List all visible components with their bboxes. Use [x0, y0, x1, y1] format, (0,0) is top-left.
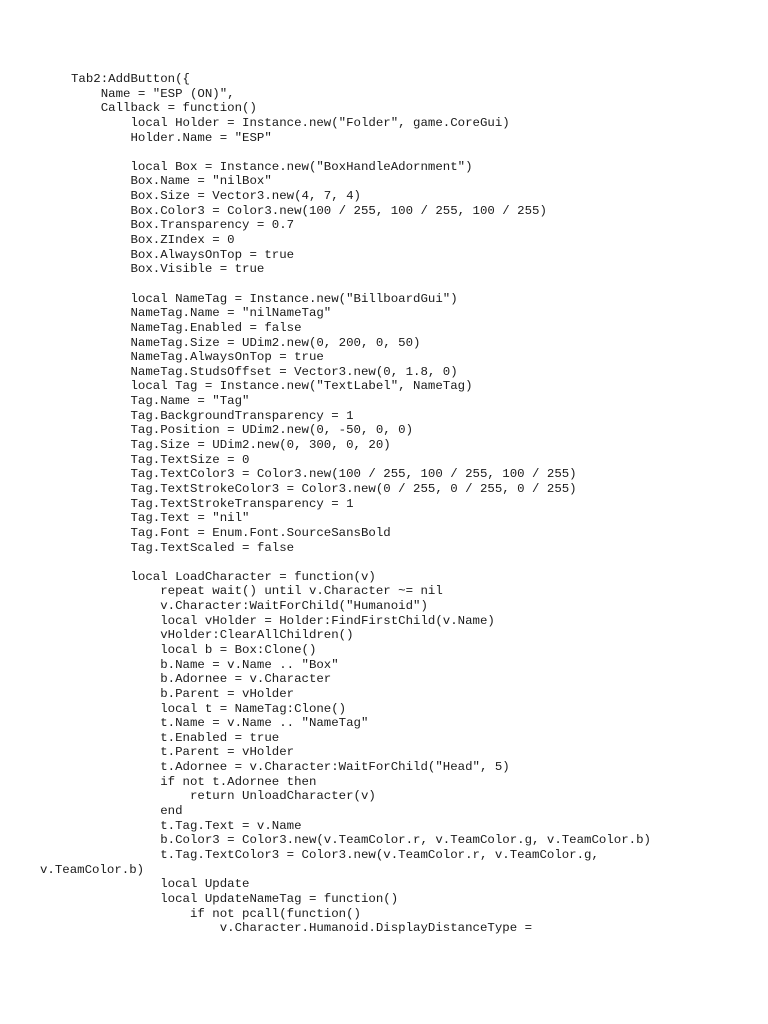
code-line: b.Parent = vHolder: [71, 686, 295, 701]
code-line: vHolder:ClearAllChildren(): [71, 628, 354, 643]
code-line: end: [71, 804, 183, 819]
code-line: local vHolder = Holder:FindFirstChild(v.Name): [71, 613, 495, 628]
code-line: return UnloadCharacter(v): [71, 789, 376, 804]
code-line: Tab2:AddButton({: [71, 72, 190, 86]
code-line: if not pcall(function(): [71, 906, 361, 921]
code-line: local NameTag = Instance.new("BillboardGui"): [71, 291, 458, 306]
code-line: Box.Visible = true: [71, 262, 265, 277]
code-line: Tag.Font = Enum.Font.SourceSansBold: [71, 525, 391, 540]
code-line: b.Color3 = Color3.new(v.TeamColor.r, v.TeamColor.g, v.TeamColor.b): [71, 833, 651, 848]
code-line: local b = Box:Clone(): [71, 642, 317, 657]
code-line: local Box = Instance.new("BoxHandleAdornment"): [71, 159, 473, 174]
code-line: local Update: [71, 877, 250, 892]
code-line: [71, 145, 761, 160]
code-line: b.Name = v.Name .. "Box": [71, 657, 339, 672]
code-line: Tag.TextStrokeTransparency = 1: [71, 496, 354, 511]
code-line: [71, 555, 761, 570]
code-line: NameTag.StudsOffset = Vector3.new(0, 1.8, 0): [71, 364, 458, 379]
code-line: local LoadCharacter = function(v): [71, 569, 376, 584]
code-line: Box.Name = "nilBox": [71, 174, 272, 189]
code-line: local Holder = Instance.new("Folder", game.CoreGui): [71, 115, 510, 130]
code-line: t.Tag.TextColor3 = Color3.new(v.TeamColor.r, v.TeamColor.g,: [71, 847, 599, 862]
code-line: Tag.Position = UDim2.new(0, -50, 0, 0): [71, 423, 414, 438]
code-line: Callback = function(): [71, 101, 257, 116]
code-line: NameTag.AlwaysOnTop = true: [71, 350, 324, 365]
code-line: b.Adornee = v.Character: [71, 672, 332, 687]
code-line: Tag.Text = "nil": [71, 511, 250, 526]
code-line: Name = "ESP (ON)",: [71, 86, 235, 101]
code-line: t.Enabled = true: [71, 730, 280, 745]
code-line: t.Name = v.Name .. "NameTag": [71, 716, 369, 731]
code-line: local UpdateNameTag = function(): [71, 891, 399, 906]
code-line: [71, 277, 761, 292]
code-line: local Tag = Instance.new("TextLabel", NameTag): [71, 379, 473, 394]
code-line: Tag.TextScaled = false: [71, 540, 295, 555]
code-line: local t = NameTag:Clone(): [71, 701, 347, 716]
code-line: if not t.Adornee then: [71, 774, 317, 789]
code-line: Tag.TextStrokeColor3 = Color3.new(0 / 255, 0 / 255, 0 / 255): [71, 481, 577, 496]
code-line: Box.Size = Vector3.new(4, 7, 4): [71, 189, 361, 204]
code-line: NameTag.Name = "nilNameTag": [71, 306, 332, 321]
code-line: Tag.Name = "Tag": [71, 394, 250, 409]
code-line: Tag.TextColor3 = Color3.new(100 / 255, 100 / 255, 100 / 255): [71, 467, 577, 482]
code-line: Tag.BackgroundTransparency = 1: [71, 408, 354, 423]
code-line: Box.AlwaysOnTop = true: [71, 247, 295, 262]
code-line: NameTag.Enabled = false: [71, 320, 302, 335]
code-line: t.Tag.Text = v.Name: [71, 818, 302, 833]
code-line: t.Parent = vHolder: [71, 745, 295, 760]
code-line: v.Character.Humanoid.DisplayDistanceType =: [71, 921, 533, 936]
code-line: NameTag.Size = UDim2.new(0, 200, 0, 50): [71, 335, 421, 350]
code-line: repeat wait() until v.Character ~= nil: [71, 584, 443, 599]
code-line: Holder.Name = "ESP": [71, 130, 272, 145]
code-line: Tag.Size = UDim2.new(0, 300, 0, 20): [71, 438, 391, 453]
code-line: Tag.TextSize = 0: [71, 452, 250, 467]
code-line: v.TeamColor.b): [40, 862, 145, 877]
code-line: v.Character:WaitForChild("Humanoid"): [71, 599, 428, 614]
code-line: Box.ZIndex = 0: [71, 233, 235, 248]
code-line: Box.Color3 = Color3.new(100 / 255, 100 / 255, 100 / 255): [71, 203, 547, 218]
code-line: t.Adornee = v.Character:WaitForChild("Head", 5): [71, 760, 510, 775]
code-line: Box.Transparency = 0.7: [71, 218, 295, 233]
code-listing: [40, 72, 761, 936]
